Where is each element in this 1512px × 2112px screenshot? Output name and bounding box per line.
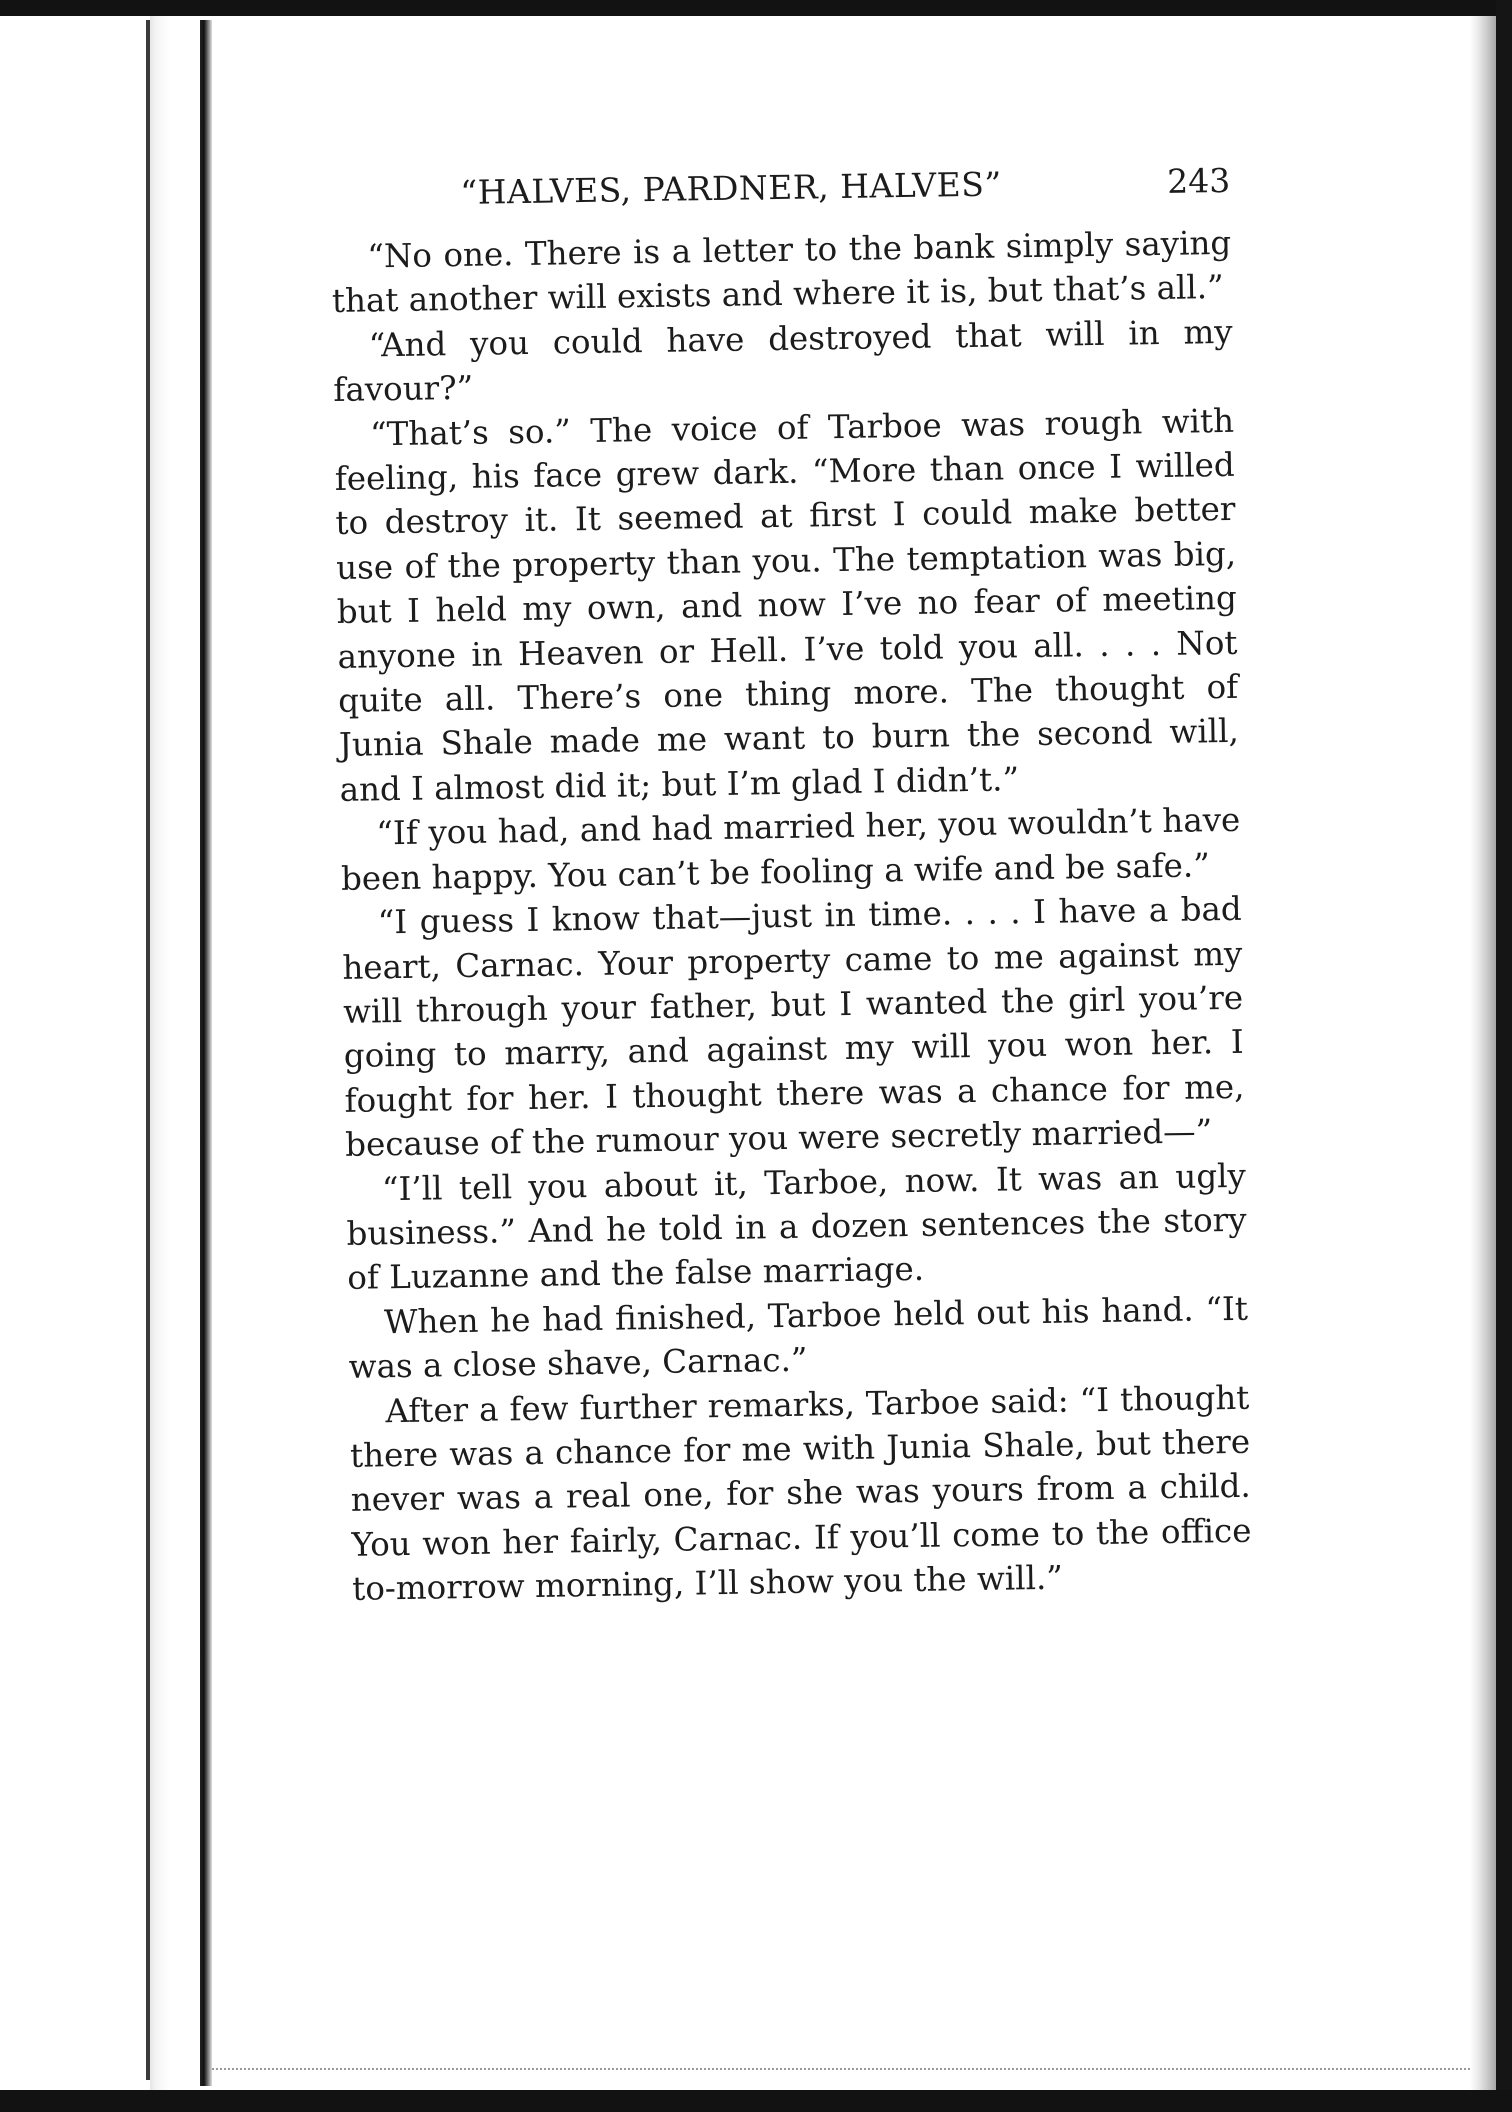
page-edge-shadow — [1470, 16, 1496, 2090]
paragraph: “If you had, and had married her, you wouldn’t have been happy. You can’t be fooling a wife and be safe.” — [340, 801, 1241, 898]
paragraph: “I’ll tell you about it, Tarboe, now. It was an ugly business.” And he told in a dozen sentences the story of Luzanne and the false marriage. — [346, 1156, 1247, 1298]
gutter-shadow-line — [200, 20, 212, 2086]
running-title: “HALVES, PARDNER, HALVES” — [459, 164, 1002, 212]
paragraph: “I guess I know that—just in time. . . . I have a bad heart, Carnac. Your property came to me against my will through your father, but I wanted the girl you’re going to marry, and against my will you won her. I fought for her. I thought there was a chance for me, because of the rumour you were secretly married—” — [342, 889, 1245, 1165]
book-page — [330, 161, 1252, 1612]
paragraph: After a few further remarks, Tarboe said: “I thought there was a chance for me with Junia Shale, but there never was a real one, for she was yours from a child. You won her fairly, Carnac. If you’ll come to the office to-morrow morning, I’ll show you the will.” — [349, 1378, 1252, 1609]
page-bottom-edge — [212, 2068, 1470, 2074]
paragraph: When he had finished, Tarboe held out his hand. “It was a close shave, Carnac.” — [348, 1289, 1249, 1387]
body-text — [331, 221, 1253, 1612]
scan-border-top — [0, 0, 1512, 16]
page-number: 243 — [1166, 160, 1231, 201]
scan-border-bottom — [0, 2090, 1512, 2112]
paragraph: “And you could have destroyed that will in my favour?” — [333, 312, 1233, 410]
running-head — [330, 161, 1231, 221]
paragraph: “No one. There is a letter to the bank simply saying that another will exists and where it is, but that’s all.” — [331, 223, 1232, 321]
paragraph: “That’s so.” The voice of Tarboe was rough with feeling, his face grew dark. “More than once I willed to destroy it. It seemed at first I could make better use of the property than you. The temptation was big, but I held my own, and now I’ve no fear of meeting anyone in Heaven or Hell. I’ve told you all. . . . Not quite all. There’s one thing more. The thought of Junia Shale made me want to burn the second will, and I almost did it; but I’m glad I didn’t.” — [334, 401, 1240, 809]
scan-border-right — [1496, 0, 1512, 2112]
